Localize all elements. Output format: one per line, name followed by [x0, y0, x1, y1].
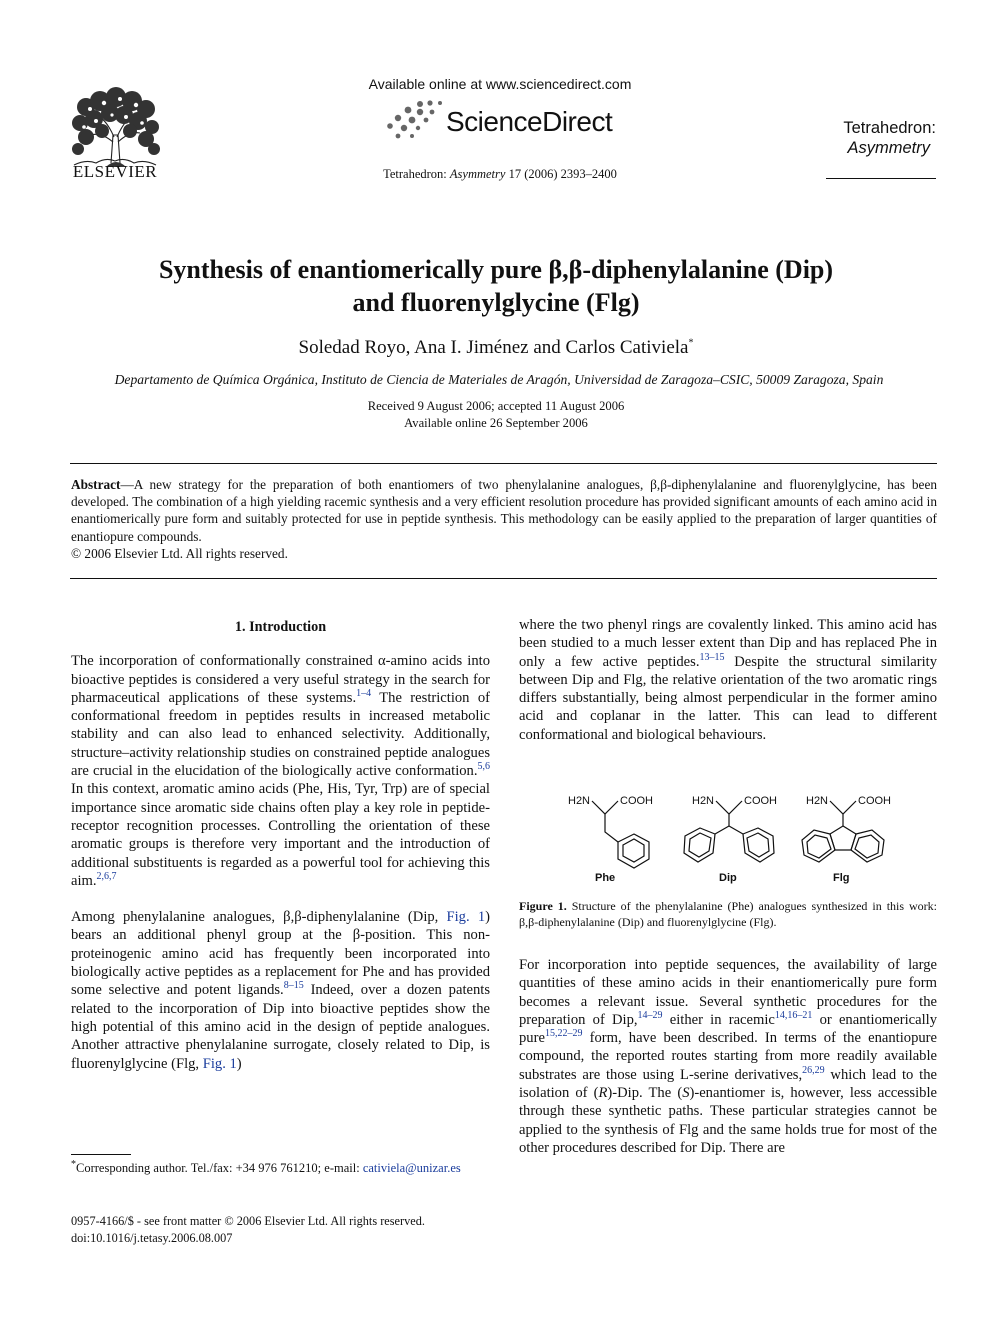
journal-brand-line1: Tetrahedron:: [843, 119, 936, 137]
figure-1-structures: [560, 780, 900, 890]
figure-1-caption: Figure 1. Structure of the phenylalanine (Phe) analogues synthesized in this work: β,β-diphenylalanine (Dip) and fluorenylglycine (Flg).: [519, 899, 938, 929]
figure-link[interactable]: Fig. 1: [202, 1055, 237, 1072]
abstract-rule-top: [70, 463, 937, 464]
corresponding-author-footnote: *Corresponding author. Tel./fax: +34 976 761210; e-mail: cativiela@unizar.es: [71, 1158, 461, 1175]
sciencedirect-dots-icon: [384, 100, 446, 142]
title-line-1: Synthesis of enantiomerically pure β,β-diphenylalanine (Dip): [158, 255, 834, 284]
issn-line: 0957-4166/$ - see front matter © 2006 Elsevier Ltd. All rights reserved.: [71, 1214, 425, 1228]
journal-brand-line2: Asymmetry: [847, 139, 930, 157]
intro-paragraph-4: For incorporation into peptide sequences, the availability of large quantities of these amino acids in their enantiomerically pure form becomes a relevant issue. Several synthetic procedures for the preparation of Dip,$^{14-29}$ either in racemic$^{14,16-21}$ or enantiomerically pure$^{15,22-29}$ form, have been described. In terms of the enantiopure compound, the reported routes starting from more readily available substrates are those using L-serine derivatives,$^{26,29}$ which lead to the isolation of (R)-Dip. The (S)-enantiomer is, however, less accessible through these synthetic paths. These particular strategies cannot be applied to the synthesis of Flg and the same holds true for most of the other procedures described for Dip. There are: [519, 957, 937, 1156]
doi-line[interactable]: doi:10.1016/j.tetasy.2006.08.007: [71, 1231, 233, 1245]
intro-paragraph-3: where the two phenyl rings are covalently linked. This amino acid has been studied to a much lesser extent than Dip and has replaced Phe in only a few active peptides.$^{13-15}$ Despite the structural similarity between Dip and Flg, the relative orientation of the two aromatic rings differs substantially, being almost perpendicular in the former amino acid and coplanar in the latter. This can lead to different conformational and biological behaviours.: [519, 617, 937, 743]
email-link[interactable]: cativiela@unizar.es: [362, 1161, 461, 1175]
flg-amine-label: H2N: [806, 795, 829, 807]
article-title: [60, 253, 932, 319]
right-column: [519, 616, 937, 744]
flg-name: Flg: [833, 872, 850, 884]
corresponding-author-mark[interactable]: *: [688, 337, 694, 349]
abstract-label: Abstract: [71, 477, 121, 492]
phe-acid-label: COOH: [620, 795, 653, 807]
reference-link[interactable]: 13–15: [699, 651, 725, 663]
section-heading-introduction: 1. Introduction: [234, 619, 327, 635]
abstract-copyright: © 2006 Elsevier Ltd. All rights reserved.: [71, 545, 288, 561]
abstract-rule-bottom: [70, 578, 937, 579]
phe-name: Phe: [595, 872, 616, 884]
received-date: Received 9 August 2006; accepted 11 August 2006: [367, 399, 625, 413]
reference-link[interactable]: 1–4: [356, 688, 372, 700]
dip-acid-label: COOH: [744, 795, 777, 807]
reference-link[interactable]: 8–15: [283, 980, 304, 992]
publisher-wordmark: ELSEVIER: [72, 162, 158, 181]
abstract-text: —A new strategy for the preparation of both enantiomers of two phenylalanine analogues, β,β-diphenylalanine and fluorenylglycine, has been developed. The combination of a high yielding racemic synthesis and a very efficient resolution procedure has provided significant amounts of each amino acid in enantiomerically pure form and suitably protected for use in peptide synthesis. This methodology can be easily applied to the preparation of larger quantities of enantiopure compounds.: [71, 477, 937, 544]
intro-paragraph-1: The incorporation of conformationally constrained α-amino acids into bioactive peptides is considered a very useful strategy in the search for pharmaceutical applications of these systems.$^{1-4}$ The restriction of conformational freedom in peptides results in increased metabolic stability and can also lead to enhanced selectivity. Additionally, structure–activity relationship studies on constrained peptide analogues are crucial in the elucidation of the biologically active conformation.$^{5,6}$ In this context, aromatic amino acids (Phe, His, Tyr, Trp) are of special importance since aromatic side chains often play a key role in peptide-receptor recognition processes. Controlling the orientation of these aromatic groups is therefore very important and the introduction of additional substituents is regarded as a powerful tool for achieving this aim.$^{2,6,7}$: [71, 653, 490, 889]
available-online-text: Available online at www.sciencedirect.com: [368, 76, 632, 92]
journal-brand-rule: [826, 178, 936, 179]
author-list: Soledad Royo, Ana I. Jiménez and Carlos Cativiela*: [298, 337, 694, 358]
footnote-rule: [71, 1154, 131, 1155]
reference-link[interactable]: 5,6: [477, 761, 490, 773]
dip-name: Dip: [719, 872, 737, 884]
dip-amine-label: H2N: [692, 795, 715, 807]
sciencedirect-wordmark: ScienceDirect: [446, 106, 613, 137]
issn-doi: [71, 1213, 490, 1247]
structure-dip: [684, 795, 777, 884]
intro-paragraph-2: Among phenylalanine analogues, β,β-diphenylalanine (Dip, Fig. 1) bears an additional phenyl group at the β-position. This non-proteinogenic amino acid has frequently been incorporated into biologically active peptides as a replacement for Phe and has provided some selective and potent ligands.$^{8-15}$ Indeed, over a dozen patents related to the incorporation of Dip into bioactive peptides show the high potential of this amino acid in the design of peptide analogues. Another attractive phenylalanine surrogate, closely related to Dip, is fluorenylglycine (Flg, Fig. 1): [71, 909, 491, 1072]
journal-citation: Tetrahedron: Asymmetry 17 (2006) 2393–2400: [383, 167, 617, 181]
reference-link[interactable]: 2,6,7: [96, 871, 117, 882]
article-dates: [60, 398, 932, 432]
reference-link[interactable]: 14–29: [637, 1010, 663, 1022]
structure-phe: [568, 795, 653, 884]
flg-acid-label: COOH: [858, 795, 891, 807]
affiliation: Departamento de Química Orgánica, Instituto de Ciencia de Materiales de Aragón, Universidad de Zaragoza–CSIC, 50009 Zaragoza, Spain: [114, 372, 884, 387]
figure-link[interactable]: Fig. 1: [446, 909, 486, 926]
reference-link[interactable]: 15,22–29: [544, 1028, 583, 1040]
title-line-2: and fluorenylglycine (Flg): [352, 288, 640, 317]
phe-amine-label: H2N: [568, 795, 591, 807]
right-column-continued: [519, 956, 937, 1157]
abstract: [71, 476, 937, 562]
sciencedirect-logo: [384, 100, 624, 142]
available-date: Available online 26 September 2006: [404, 416, 588, 430]
left-column: [71, 618, 490, 1073]
reference-link[interactable]: 26,29: [802, 1064, 825, 1076]
reference-link[interactable]: 14,16–21: [774, 1010, 813, 1022]
journal-brand: [800, 118, 936, 158]
structure-flg: [802, 795, 891, 884]
